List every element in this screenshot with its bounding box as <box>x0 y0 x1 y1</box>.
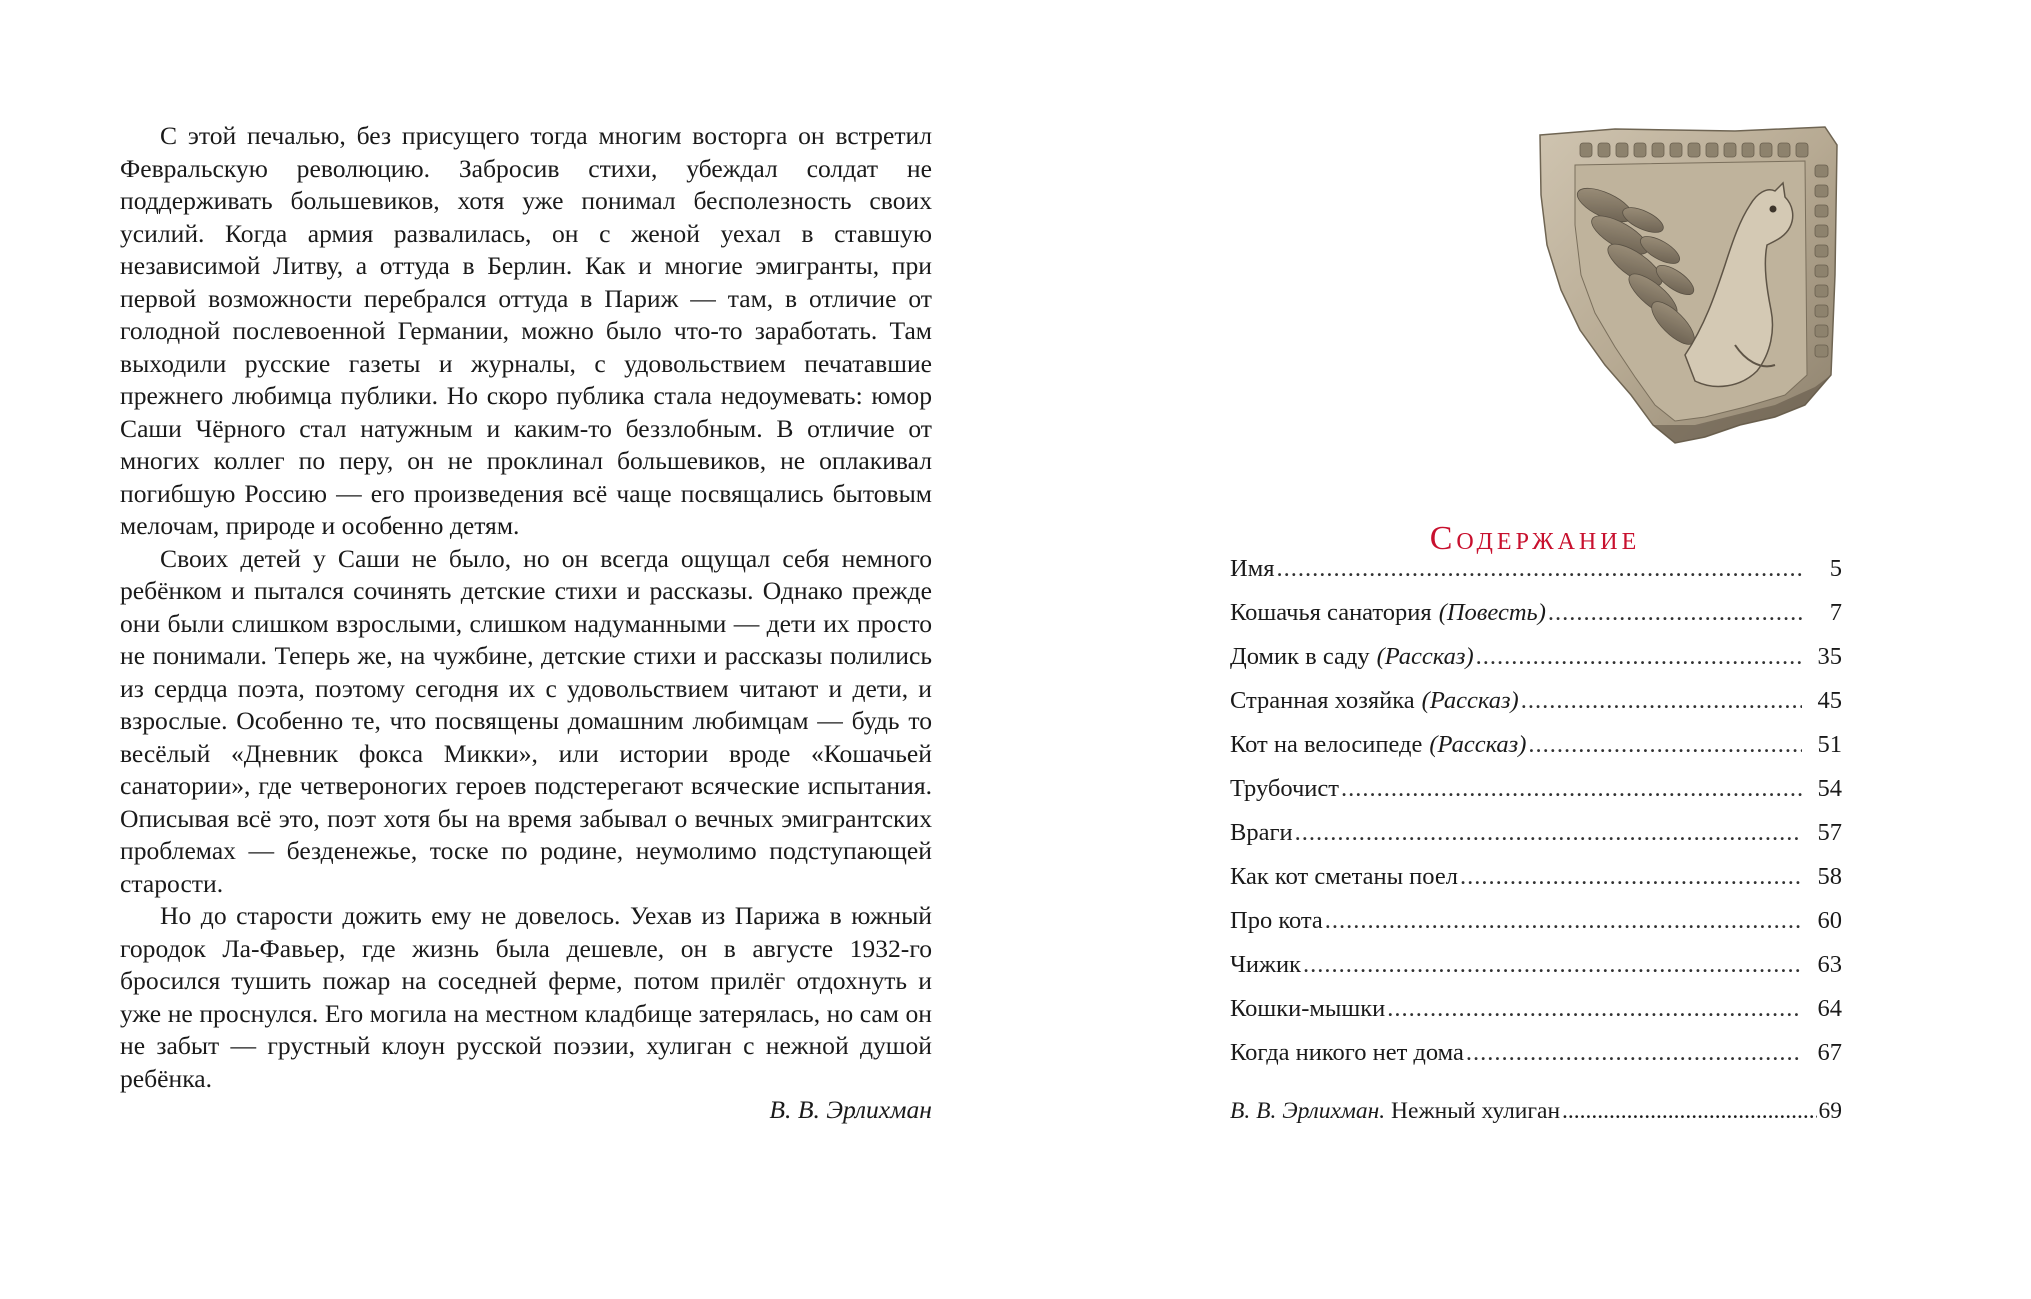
left-page <box>120 120 932 1095</box>
toc-leader-dots <box>1276 555 1802 583</box>
toc-entry-genre: (Рассказ) <box>1421 687 1519 714</box>
toc-leader-dots <box>1460 863 1802 891</box>
toc-entry <box>1230 687 1842 731</box>
toc-entry-page: 58 <box>1817 863 1842 890</box>
toc-entry-page: 64 <box>1817 995 1842 1022</box>
toc-entry-genre: (Рассказ) <box>1429 731 1527 758</box>
author-signature: В. В. Эрлихман <box>769 1095 932 1124</box>
toc-entry-title: Про кота <box>1230 907 1323 934</box>
toc-entry-page: 63 <box>1817 951 1842 978</box>
toc-entry-title: Кот на велосипеде <box>1230 731 1423 758</box>
toc-entry-page: 45 <box>1817 687 1842 714</box>
toc-entry-page: 7 <box>1829 599 1842 626</box>
toc-entry-title: Странная хозяйка <box>1230 687 1415 714</box>
essay-paragraph: Но до старости дожить ему не довелось. Уехав из Парижа в южный городок Ла-Фавьер, где жизнь была дешевле, он в августе 1932-го бросился тушить пожар на соседней ферме, потом прилёг отдохнуть и уже не проснулся. Его могила на местном кладбище затерялась, но сам он не забыт — грустный клоун русской поэзии, хулиган с нежной душой ребёнка. <box>120 901 932 1093</box>
toc-entry-genre: (Повесть) <box>1438 599 1546 626</box>
table-of-contents <box>1230 555 1842 1083</box>
toc-entry-title: Домик в саду <box>1230 643 1370 670</box>
toc-entry <box>1230 863 1842 907</box>
toc-entry-page: 54 <box>1817 775 1842 802</box>
toc-entry-title: Как кот сметаны поел <box>1230 863 1458 890</box>
toc-entry <box>1230 643 1842 687</box>
griffin-relief-illustration <box>1535 125 1840 450</box>
afterword-title: Нежный хулиган <box>1391 1098 1561 1124</box>
essay-paragraph: С этой печалью, без присущего тогда многим восторга он встретил Февральскую революцию. Забросив стихи, убеждал солдат не поддерживать большевиков, хотя уже понимал бесполезность своих усилий. Когда армия развалилась, он с женой уехал в ставшую независимой Литву, а оттуда в Берлин. Как и многие эмигранты, при первой возможности перебрался оттуда в Париж — там, в отличие от голодной послевоенной Германии, можно было что-то заработать. Там выходили русские газеты и журналы, с удовольствием печатавшие прежнего любимца публики. Но скоро публика стала недоумевать: юмор Саши Чёрного стал натужным и каким-то беззлобным. В отличие от многих коллег по перу, он не проклинал большевиков, не оплакивал погибшую Россию — его произведения всё чаще посвящались бытовым мелочам, природе и особенно детям. <box>120 121 932 540</box>
toc-heading: Содержание <box>1429 520 1641 558</box>
toc-entry <box>1230 775 1842 819</box>
toc-leader-dots <box>1325 907 1802 935</box>
toc-leader-dots <box>1466 1039 1802 1067</box>
toc-leader-dots <box>1341 775 1802 803</box>
toc-entry <box>1230 599 1842 643</box>
toc-entry-page: 35 <box>1817 643 1842 670</box>
toc-entry-page: 5 <box>1829 555 1842 582</box>
toc-leader-dots <box>1562 1098 1816 1125</box>
toc-leader-dots <box>1548 599 1802 627</box>
toc-entry <box>1230 555 1842 599</box>
afterword-page: 69 <box>1818 1098 1842 1124</box>
toc-entry-title: Враги <box>1230 819 1293 846</box>
toc-entry-page: 57 <box>1817 819 1842 846</box>
toc-leader-dots <box>1303 951 1802 979</box>
toc-leader-dots <box>1295 819 1802 847</box>
toc-entry <box>1230 995 1842 1039</box>
toc-entry-page: 67 <box>1817 1039 1842 1066</box>
afterword-author: В. В. Эрлихман. <box>1230 1098 1386 1124</box>
toc-entry-title: Трубочист <box>1230 775 1339 802</box>
toc-afterword-entry <box>1230 1098 1842 1125</box>
toc-entry-title: Имя <box>1230 555 1275 582</box>
toc-entry <box>1230 819 1842 863</box>
toc-entry-genre: (Рассказ) <box>1376 643 1474 670</box>
toc-entry <box>1230 731 1842 775</box>
toc-leader-dots <box>1476 643 1802 671</box>
toc-entry-page: 60 <box>1817 907 1842 934</box>
toc-entry <box>1230 907 1842 951</box>
toc-entry-title: Чижик <box>1230 951 1301 978</box>
toc-leader-dots <box>1387 995 1802 1023</box>
toc-entry <box>1230 951 1842 995</box>
toc-leader-dots <box>1521 687 1802 715</box>
toc-entry-title: Когда никого нет дома <box>1230 1039 1464 1066</box>
toc-entry-page: 51 <box>1817 731 1842 758</box>
essay-text <box>120 120 932 1095</box>
toc-leader-dots <box>1528 731 1802 759</box>
toc-entry-title: Кошачья санатория <box>1230 599 1432 626</box>
toc-entry-title: Кошки-мышки <box>1230 995 1386 1022</box>
essay-paragraph: Своих детей у Саши не было, но он всегда ощущал себя немного ребёнком и пытался сочинять детские стихи и рассказы. Однако прежде они были слишком взрослыми, слишком надуманными — дети их просто не понимали. Теперь же, на чужбине, детские стихи и рассказы полились из сердца поэта, поэтому сегодня их с удовольствием читают и дети, и взрослые. Особенно те, что посвящены домашним любимцам — будь то весёлый «Дневник фокса Микки», или истории вроде «Кошачьей санатории», где четвероногих героев подстерегают всяческие испытания. Описывая всё это, поэт хотя бы на время забывал о вечных эмигрантских проблемах — безденежье, тоске по родине, неумолимо подступающей старости. <box>120 543 932 898</box>
toc-entry <box>1230 1039 1842 1083</box>
